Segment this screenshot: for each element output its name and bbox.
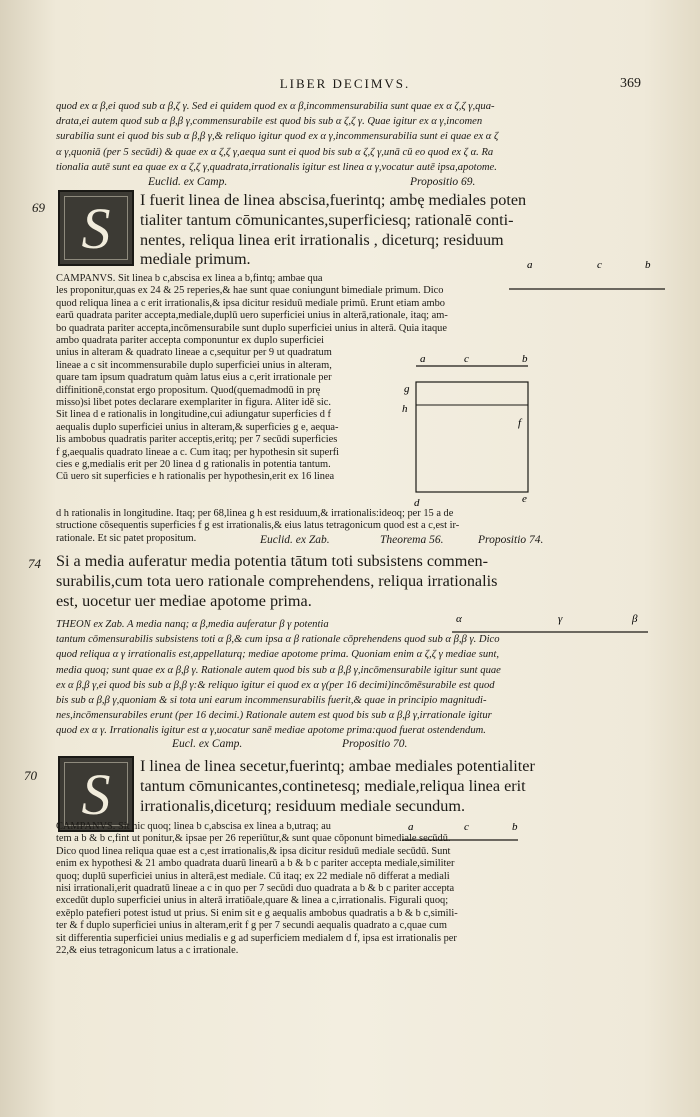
text-line: nisi irrationali,erit quadratū lineae a c in quo per 7 secūdi duo quadrata a b & b c pariter accepta bbox=[56, 883, 455, 895]
point-label: a bbox=[527, 259, 533, 271]
text-line: cies e g,medialis erit per 20 linea d g rationalis in potentia tantum. bbox=[56, 459, 331, 471]
point-label: γ bbox=[558, 613, 563, 625]
text-line: earū quadrata pariter accepta,mediale,duplū uero superficiei unius in alterā,rationale, itaq; am- bbox=[56, 310, 448, 322]
text-line: tantum cōmunicantes,continetesq; mediale,reliqua linea erit bbox=[140, 776, 526, 795]
proposition-number: Propositio 70. bbox=[342, 738, 408, 750]
text-line: structione cōsequentis superficies f g est irrationalis,& eius latus tetragonicum quod est a c,est ir- bbox=[56, 520, 460, 532]
margin-number: 69 bbox=[32, 200, 45, 215]
proposition-text bbox=[140, 757, 670, 816]
text-line: drata,ei autem quod sub α β,β γ,commensurabile est quod bis sub α ζ,ζ γ. Quae igitur ex α γ,incomen bbox=[56, 116, 483, 128]
top-italic-paragraph bbox=[56, 99, 668, 175]
text-line: rationale. Et sic patet propositum. bbox=[56, 532, 197, 544]
text-line: I linea de linea secetur,fuerintq; ambae mediales potentialiter bbox=[140, 757, 535, 775]
text-line: d h rationalis in longitudine. Itaq; per 68,linea g h est residuum,& irrationalis:ideoq; per 15 a de bbox=[56, 508, 454, 519]
page-number: 369 bbox=[620, 76, 641, 91]
source-caption: Euclid. ex Zab. bbox=[260, 534, 330, 546]
text-line: THEON ex Zab. A media nanq; α β,media auferatur β γ potentia bbox=[56, 619, 329, 630]
text-line: α γ,quoniā (per 5 secūdi) & quae ex α ζ,ζ γ,aequa sunt ei quod bis sub α ζ,ζ γ,unā cū eo quod ex ζ α. Ra bbox=[56, 146, 494, 158]
point-label: c bbox=[464, 353, 469, 365]
text-line: bis sub α β,β γ,quoniam & si tota uni earum incommensurabilis fuerit,& quae in principio magnitudi- bbox=[56, 695, 487, 707]
point-label: β bbox=[632, 613, 638, 625]
proposition-number: Propositio 69. bbox=[410, 176, 476, 188]
text-line: quod reliqua α γ irrationalis est,appellaturq; mediae apotome prima. Quoniam enim α ζ,ζ γ mediae sunt, bbox=[56, 649, 500, 661]
text-line: lineae a c sit incommensurabile duplo superficiei unius in alteram, bbox=[56, 359, 332, 371]
text-line: f g,aequalis quadrato lineae a c. Cum itaq; per hypothesin sit superfi bbox=[56, 446, 340, 458]
text-line: media quoq; sunt quae ex α β,β γ. Rationale autem quod bis sub α β,β γ,incōmensurabile igitur sunt quae bbox=[56, 664, 501, 676]
point-label: c bbox=[464, 821, 469, 833]
text-line: excedūt duplo superficiei unius in alterā irratiōale,quare & linea a c,irrationalis. Figurali quoq; bbox=[56, 895, 449, 907]
point-label: α bbox=[456, 613, 462, 625]
text-line: Dico quod linea reliqua quae est a c,est irrationalis,& ipsa dicitur residuū mediale secūdū. Sunt bbox=[56, 845, 451, 857]
text-line: aequalis duplo superficiei unius in alteram,& superficies g e, aequa- bbox=[56, 421, 339, 433]
text-line: tionalia autē sunt ea quae ex α ζ,ζ γ,quadrata,irrationalis igitur est linea α γ,vocatur autē ipsa,apotome. bbox=[56, 161, 497, 173]
source-caption: Euclid. ex Camp. bbox=[148, 176, 228, 188]
text-line: 22,& eius tetragonicum latus a c irrationale. bbox=[56, 945, 239, 957]
text-line: unius in alteram & quadrato lineae a c,sequitur per 9 ut quadratum bbox=[56, 347, 332, 359]
text-line: quod reliqua linea a c erit irrationalis,& ipsa dicitur residuū mediale primū. Erunt etiam ambo bbox=[56, 297, 445, 309]
text-line: ex α β,β γ,ei quod bis sub α β,β γ:& reliquo igitur ei quod ex α γ(per 16 decimi)incōmēsurabile est quod bbox=[56, 679, 495, 691]
text-line: irrationalis,diceturq; residuum mediale secundum. bbox=[140, 796, 466, 815]
text-line: Si a media auferatur media potentia tātum toti subsistens commen- bbox=[56, 552, 489, 570]
text-line: quare tam ipsum quadratum quàm latus eius a c,erit irrationale per bbox=[56, 372, 332, 384]
source-caption: Eucl. ex Camp. bbox=[172, 738, 243, 750]
point-label: h bbox=[402, 403, 408, 415]
text-line: mediale primum. bbox=[140, 250, 251, 269]
campanus-conclusion bbox=[56, 508, 668, 545]
decorated-initial: S bbox=[58, 190, 134, 266]
point-label: b bbox=[512, 821, 518, 833]
point-label: a bbox=[408, 821, 414, 833]
text-line: tantum cōmensurabilis subsistens toti α β,& cum ipsa α β rationale cōprehendens quod sub α β,β γ. Dico bbox=[56, 634, 500, 646]
text-line: CAMPANVS. Sit linea b c,abscisa ex linea a b,fintq; ambae qua bbox=[56, 273, 323, 284]
text-line: nes,incōmensurabiles erunt (per 16 decimi.) Rationale autem est quod bis sub α β,β γ,irrationale igitur bbox=[56, 710, 492, 722]
text-line: bo quadrata pariter accepta,incōmensurabile sunt duplo superficiei unius in alterā. Quia itaque bbox=[56, 322, 447, 334]
text-line: tialiter tantum cōmunicantes,superficiesq; rationalē conti- bbox=[140, 210, 514, 229]
text-line: sit differentia superficiei unius medialis e g ad superficiem medialem d f, ipsa est irrationalis per bbox=[56, 932, 457, 944]
text-line: Sit linea d e rationalis in longitudine,cui adiungatur superficies d f bbox=[56, 409, 331, 421]
text-line: Cū uero sit superficies e h rationalis per hypothesin,erit ex 16 linea bbox=[56, 471, 335, 483]
theorem-number: Theorema 56. bbox=[380, 534, 444, 546]
point-label: a bbox=[420, 353, 426, 365]
point-label: c bbox=[597, 259, 602, 271]
line-diagram-greek bbox=[448, 610, 670, 642]
point-label: f bbox=[518, 417, 522, 429]
line-diagram-abc bbox=[505, 246, 670, 298]
text-line: est, uocetur uer mediae apotome prima. bbox=[56, 591, 312, 610]
running-head: LIBER DECIMVS. bbox=[279, 76, 411, 91]
text-line: surabilis,cum tota uero rationale comprehendens, reliqua irrationalis bbox=[56, 571, 498, 590]
point-label: b bbox=[522, 353, 528, 365]
text-line: surabilia sunt ei quod bis sub α β,β γ,& reliquo igitur quod ex α γ,incommensurabilia sunt ei quae ex α ζ bbox=[56, 131, 499, 143]
margin-number: 74 bbox=[28, 556, 41, 571]
text-line: I fuerit linea de linea abscisa,fuerintq; ambę mediales poten bbox=[140, 191, 527, 209]
text-line: diffinitionē,constat ergo propositum. Quod(quemadmodū in prę bbox=[56, 384, 321, 396]
text-line: enim ex hypothesi & 21 ambo quadrata duarū linearū a b & b c pariter accepta mediale,similiter bbox=[56, 858, 455, 870]
text-line: ambo quadrata pariter accepta componuntur ex duplo superficiei bbox=[56, 335, 325, 346]
text-line: lis ambobus quadratis pariter acceptis,eritq; per 7 secūdi superficies bbox=[56, 434, 338, 446]
point-label: g bbox=[404, 383, 410, 395]
text-line: ter & f duplo superficiei unius in alteram,erit f g per 7 secundi aequalis quadrato a c,quae cum bbox=[56, 920, 447, 932]
text-line: CAMPANVS. Sit hic quoq; linea b c,abscisa ex linea a b,utraq; au bbox=[56, 821, 331, 832]
point-label: b bbox=[645, 259, 651, 271]
text-line: quod ex α γ. Irrationalis igitur est α γ,uocatur sanē mediae apotome prima:quod fuerat ostendendum. bbox=[56, 725, 486, 737]
text-line: exēplo patefieri potest istud ut prius. Si enim sit e g aequalis ambobus quadratis a b & b c,simili- bbox=[56, 907, 458, 919]
text-line: quoq; duplū superficiei unius in alterā,est mediale. Cū itaq; ex 22 mediale nō differat a mediali bbox=[56, 870, 450, 882]
margin-number: 70 bbox=[24, 768, 37, 783]
text-line: les proponitur,quas ex 24 & 25 reperies,& hae sunt quae coniungunt bimediale primum. Dico bbox=[56, 285, 444, 297]
proposition-number: Propositio 74. bbox=[478, 534, 544, 546]
point-label: e bbox=[522, 493, 527, 505]
point-label: d bbox=[414, 497, 420, 509]
rectangle-diagram bbox=[398, 352, 548, 510]
text-line: tem a b & b c,fint ut ponitur,& ipsae per 26 reperiūtur,& sunt quae cōponunt bimediale secūdū. bbox=[56, 833, 451, 845]
text-line: nentes, reliqua linea erit irrationalis , diceturq; residuum bbox=[140, 230, 504, 249]
proposition-text bbox=[56, 552, 668, 611]
campanus-commentary-2 bbox=[56, 821, 668, 957]
campanus-column bbox=[56, 335, 408, 484]
decorated-initial: S bbox=[58, 756, 134, 832]
text-line: quod ex α β,ei quod sub α β,ζ γ. Sed ei quidem quod ex α β,incommensurabilia sunt quae ex α ζ,ζ γ,qua- bbox=[56, 101, 495, 112]
text-line: misso)si libet potes declarare exemplariter in figura. Aliter idē sic. bbox=[56, 397, 331, 409]
